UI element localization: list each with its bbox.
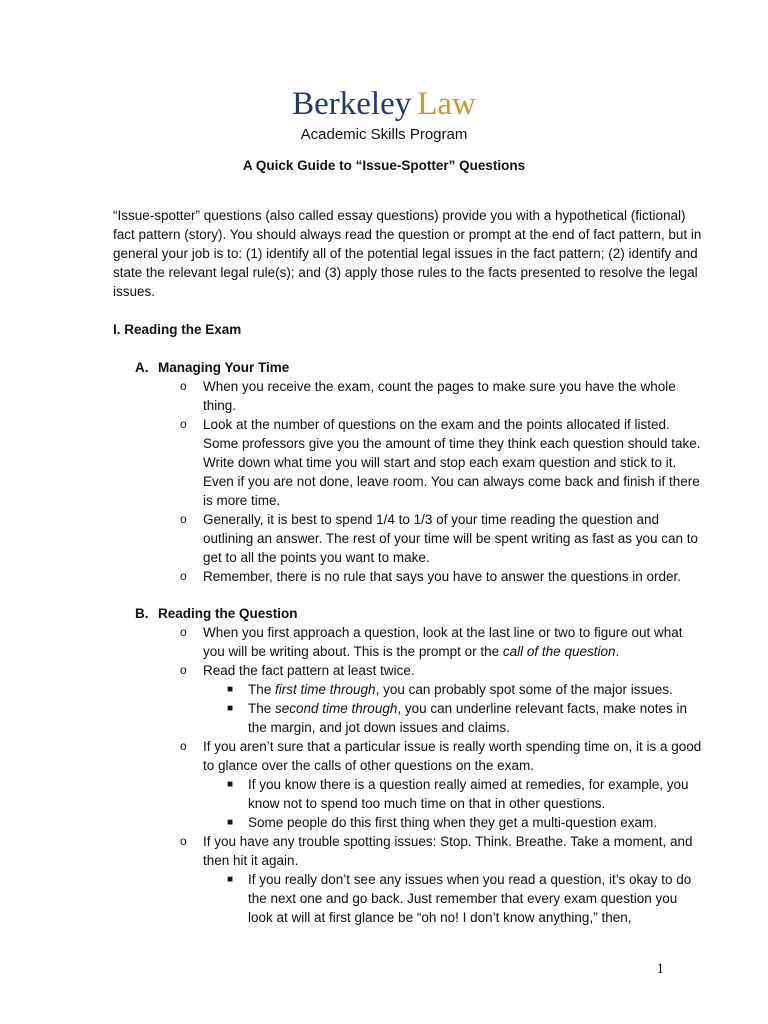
emphasis-text: call of the question (502, 644, 616, 659)
subheading-managing-time (135, 358, 289, 377)
circle-bullet-icon: o (180, 834, 187, 848)
square-bullet-icon: ■ (227, 703, 234, 714)
circle-bullet-icon: o (180, 417, 187, 431)
list-item: o Read the fact pattern at least twice. (180, 663, 415, 678)
circle-bullet-icon: o (180, 739, 187, 753)
sub-list-item: ■ If you know there is a question really aimed at remedies, for example, you know not to spend too much time on that in other questions. (227, 777, 689, 811)
sub-list-item: ■ The second time through, you can underline relevant facts, make notes in the margin, and jot down issues and claims. (227, 701, 688, 735)
square-bullet-icon: ■ (227, 874, 234, 885)
program-name: Academic Skills Program (300, 126, 468, 143)
circle-bullet-icon: o (180, 569, 187, 583)
circle-bullet-icon: o (180, 379, 187, 393)
subheading-reading-question (135, 604, 298, 623)
square-bullet-icon: ■ (227, 779, 234, 790)
reading-question-list (180, 623, 705, 927)
berkeley-law-logo (0, 86, 768, 122)
document-title: A Quick Guide to “Issue-Spotter” Questions (242, 158, 526, 173)
sub-list-item: ■ The first time through, you can probably spot some of the major issues. (227, 682, 673, 697)
subheading-letter: B. (135, 606, 149, 621)
logo-law: Law (417, 86, 476, 122)
circle-bullet-icon: o (180, 512, 187, 526)
intro-paragraph: “Issue-spotter” questions (also called essay questions) provide you with a hypothetical (fictional) fact pattern (story). You should always read the question or prompt at the end of fact pattern, but in general your job is to: (1) identify all of the potential legal issues in the fact pattern; (2) identify and state the relevant legal rule(s); and (3) apply those rules to the facts presented to resolve the legal issues. (113, 208, 702, 299)
list-item: o Look at the number of questions on the exam and the points allocated if listed. Some professors give you the amount of time they think each question should take. Write down what time you will start and stop each exam question and stick to it. Even if you are not done, leave room. You can always come back and finish if there is more time. (180, 417, 701, 508)
list-item: o Remember, there is no rule that says you have to answer the questions in order. (180, 569, 682, 584)
circle-bullet-icon: o (180, 625, 187, 639)
section-heading-reading-exam: I. Reading the Exam (113, 322, 242, 337)
list-item: o If you aren’t sure that a particular issue is really worth spending time on, it is a good to glance over the calls of other questions on the exam. (180, 739, 702, 773)
emphasis-text: second time through (275, 701, 398, 716)
list-item: o Generally, it is best to spend 1/4 to 1/3 of your time reading the question and outlining an answer. The rest of your time will be spent writing as fast as you can to get to all the points you want to make. (180, 512, 699, 565)
sub-list-item: ■ Some people do this first thing when they get a multi-question exam. (227, 815, 657, 830)
logo-berkeley: Berkeley (292, 86, 412, 122)
page-number: 1 (656, 961, 664, 977)
list-item: o When you receive the exam, count the pages to make sure you have the whole thing. (180, 379, 676, 413)
subheading-title: Managing Your Time (158, 360, 290, 375)
list-item: o If you have any trouble spotting issues: Stop. Think. Breathe. Take a moment, and then hit it again. (180, 834, 693, 868)
managing-time-list (180, 377, 705, 586)
square-bullet-icon: ■ (227, 684, 234, 695)
square-bullet-icon: ■ (227, 817, 234, 828)
sub-list-item: ■ If you really don’t see any issues when you read a question, it’s okay to do the next one and go back. Just remember that every exam question you look at will at first glance be “oh no! I don’t know anything,” then, (227, 872, 692, 925)
circle-bullet-icon: o (180, 663, 187, 677)
subheading-letter: A. (135, 360, 149, 375)
subheading-title: Reading the Question (158, 606, 298, 621)
list-item: o When you first approach a question, look at the last line or two to figure out what you will be writing about. This is the prompt or the call of the question. (180, 625, 683, 659)
emphasis-text: first time through (275, 682, 376, 697)
